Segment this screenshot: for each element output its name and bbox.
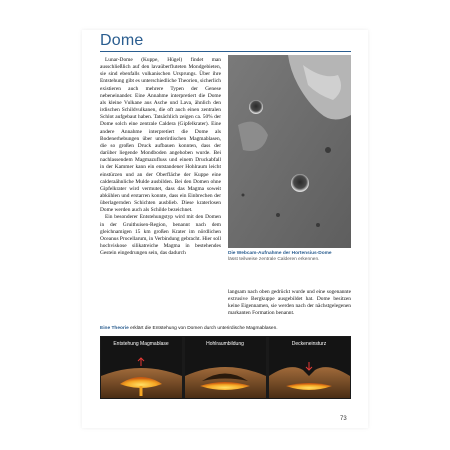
panel-2 [185, 337, 266, 398]
photo-caption-text: lässt teilweise zentrale Calderen erkennen. [228, 257, 320, 263]
photo-caption [228, 251, 351, 263]
moon-surface-image [228, 55, 351, 248]
figure-caption-text: erklärt die Entstehung von Domen durch unterirdische Magmablasen. [128, 326, 278, 331]
title-rule [100, 51, 351, 52]
page-title: Dome [100, 32, 144, 49]
dome-formation-diagram [100, 336, 351, 399]
left-column [100, 57, 221, 257]
panel-2-label: Hohlraumbildung [206, 341, 244, 347]
panel-1 [101, 337, 182, 398]
page-number: 73 [340, 416, 347, 422]
body-continuation: langsam nach oben gedrückt wurde und eine sogenannte extrusive Bergkuppe ausgebildet hat. Dome besitzen keine Eigennamen, sie werden nach der nächstgelegenen markanten Formation benannt. [228, 289, 351, 317]
right-column [228, 289, 351, 318]
body-paragraph-2: Ein besonderer Entstehungstyp wird mit den Domen in der Gruithuisen-Region, benannt nach dem gleichnamigen 15 km großen Krater im nördlichen Oceanus Procellarum, in Verbindung gebracht. Hier soll hochviskose silikatreiche Magma in bestehendes Gestein eingedrungen sein, das dadurch [100, 214, 221, 257]
figure-caption [100, 326, 351, 332]
panel-3-label: Deckeneinsturz [291, 341, 327, 347]
dome-formation-figure [100, 336, 351, 399]
panel-1-label: Entstehung Magmablase [113, 341, 169, 347]
figure-caption-bold: Eine Theorie [100, 326, 129, 331]
panel-3 [269, 337, 350, 398]
moon-photo [228, 55, 351, 248]
body-paragraph-1: Lunar-Dome (Kuppe, Hügel) findet man ausschließlich auf den lavaüberfluteten Mondgebieten, sie sind ebenfalls vulkanischen Ursprungs. Über ihre Entstehung gibt es unterschiedliche Theorien, sicherlich existieren auch mehrere Typen der Genese nebeneinander. Eine Annahme interpretiert die Dome als kleine Vulkane aus Asche und Lava, ähnlich den irdischen Schildvulkanen, die oft auch einen zentralen Schlot aufgebaut haben. Tatsächlich zeigen ca. 50% der Dome solch eine zentrale Caldera (Gipfelkrater). Eine andere Annahme interpretiert die Dome als Bodenerhebungen über unterirdischen Magmablasen, die so großen Druck aufbauen konnten, dass der darüber liegende Mondboden angehoben wurde. Bei nachlassendem Magmazufluss und einem Druckabfall in der Kammer kann ein entstandener Hohlraum leicht einstürzen und an der Oberfläche der Kuppe eine calderaähnliche Mulde ausbilden. Bei den Domen ohne Gipfelkrater wird vermutet, dass das Magma soweit abkühlen und erstarren konnte, dass ein Einbrechen der überlagernden Schichten ausblieb. Diese kraterlosen Dome werden auch als Schilde bezeichnet. [100, 57, 221, 214]
photo-caption-title: Die Webcam-Aufnahme der Hortensius-Dome [228, 251, 332, 256]
